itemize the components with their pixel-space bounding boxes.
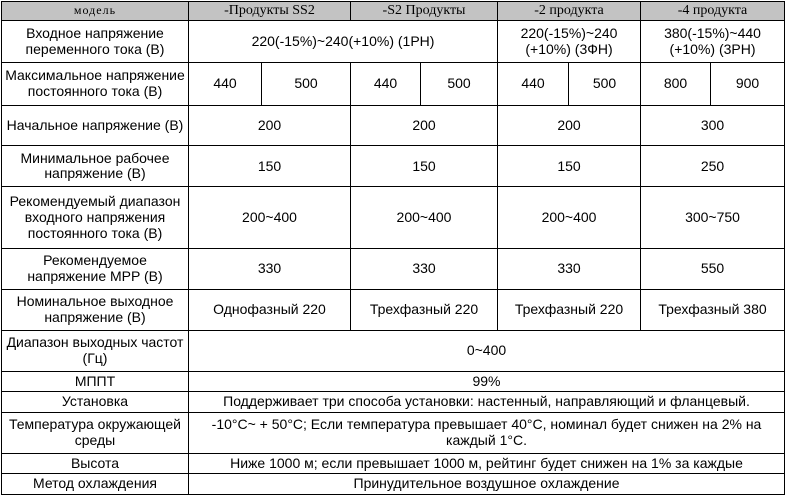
value-out-v-3: Трехфазный 220 [498, 289, 641, 330]
value-start-v-3: 200 [498, 105, 641, 146]
label-mppt: МППТ [2, 371, 189, 391]
value-dc-range-1: 200~400 [189, 187, 351, 248]
value-out-v-4: Трехфазный 380 [641, 289, 785, 330]
value-dc-max-b3: 500 [569, 63, 641, 105]
header-row [2, 2, 785, 21]
row-install [2, 392, 785, 412]
spec-table [1, 1, 785, 495]
row-mpp [2, 248, 785, 289]
label-altitude: Высота [2, 453, 189, 473]
header-4: -4 продукта [641, 2, 785, 21]
row-altitude [2, 453, 785, 473]
value-cooling: Принудительное воздушное охлаждение [189, 474, 785, 495]
header-model: модель [2, 2, 189, 21]
row-dc-max [2, 63, 785, 105]
label-dc-range: Рекомендуемый диапазон входного напряжения постоянного тока (В) [2, 187, 189, 248]
value-mpp-1: 330 [189, 248, 351, 289]
value-min-v-1: 150 [189, 146, 351, 187]
value-dc-max-b1: 500 [262, 63, 351, 105]
header-2: -2 продукта [498, 2, 641, 21]
label-cooling: Метод охлаждения [2, 474, 189, 495]
value-mpp-3: 330 [498, 248, 641, 289]
value-start-v-1: 200 [189, 105, 351, 146]
label-install: Установка [2, 392, 189, 412]
label-ac-input: Входное напряжение переменного тока (В) [2, 21, 189, 63]
label-mpp: Рекомендуемое напряжение MPP (В) [2, 248, 189, 289]
label-freq: Диапазон выходных частот (Гц) [2, 330, 189, 371]
value-dc-range-3: 200~400 [498, 187, 641, 248]
value-out-v-1: Однофазный 220 [189, 289, 351, 330]
value-dc-range-2: 200~400 [351, 187, 498, 248]
label-start-v: Начальное напряжение (В) [2, 105, 189, 146]
row-temp [2, 412, 785, 453]
value-min-v-3: 150 [498, 146, 641, 187]
value-dc-max-b2: 500 [421, 63, 498, 105]
value-dc-max-a3: 440 [498, 63, 569, 105]
value-mpp-4: 550 [641, 248, 785, 289]
value-dc-max-b4: 900 [711, 63, 785, 105]
value-freq: 0~400 [189, 330, 785, 371]
row-min-v [2, 146, 785, 187]
row-dc-range [2, 187, 785, 248]
label-dc-max: Максимальное напряжение постоянного тока (В) [2, 63, 189, 105]
row-cooling [2, 474, 785, 495]
value-min-v-4: 250 [641, 146, 785, 187]
row-out-v [2, 289, 785, 330]
label-temp: Температура окружающей среды [2, 412, 189, 453]
value-start-v-2: 200 [351, 105, 498, 146]
row-mppt [2, 371, 785, 391]
header-s2: -S2 Продукты [351, 2, 498, 21]
value-out-v-2: Трехфазный 220 [351, 289, 498, 330]
row-freq [2, 330, 785, 371]
value-temp: -10°C~ + 50°C; Если температура превышает 40°C, номинал будет снижен на 2% на каждый 1°C. [189, 412, 785, 453]
value-mpp-2: 330 [351, 248, 498, 289]
header-ss2: -Продукты SS2 [189, 2, 351, 21]
value-min-v-2: 150 [351, 146, 498, 187]
row-start-v [2, 105, 785, 146]
value-ac-input-3ph-220: 220(-15%)~240 (+10%) (3ФН) [498, 21, 641, 63]
value-ac-input-1ph: 220(-15%)~240(+10%) (1PH) [189, 21, 498, 63]
label-out-v: Номинальное выходное напряжение (В) [2, 289, 189, 330]
value-dc-max-a2: 440 [351, 63, 421, 105]
value-ac-input-3ph-380: 380(-15%)~440 (+10%) (3PH) [641, 21, 785, 63]
value-dc-max-a1: 440 [189, 63, 262, 105]
label-min-v: Минимальное рабочее напряжение (В) [2, 146, 189, 187]
row-ac-input [2, 21, 785, 63]
value-mppt: 99% [189, 371, 785, 391]
value-start-v-4: 300 [641, 105, 785, 146]
value-dc-range-4: 300~750 [641, 187, 785, 248]
value-install: Поддерживает три способа установки: настенный, направляющий и фланцевый. [189, 392, 785, 412]
value-altitude: Ниже 1000 м; если превышает 1000 м, рейтинг будет снижен на 1% за каждые [189, 453, 785, 473]
value-dc-max-a4: 800 [641, 63, 711, 105]
